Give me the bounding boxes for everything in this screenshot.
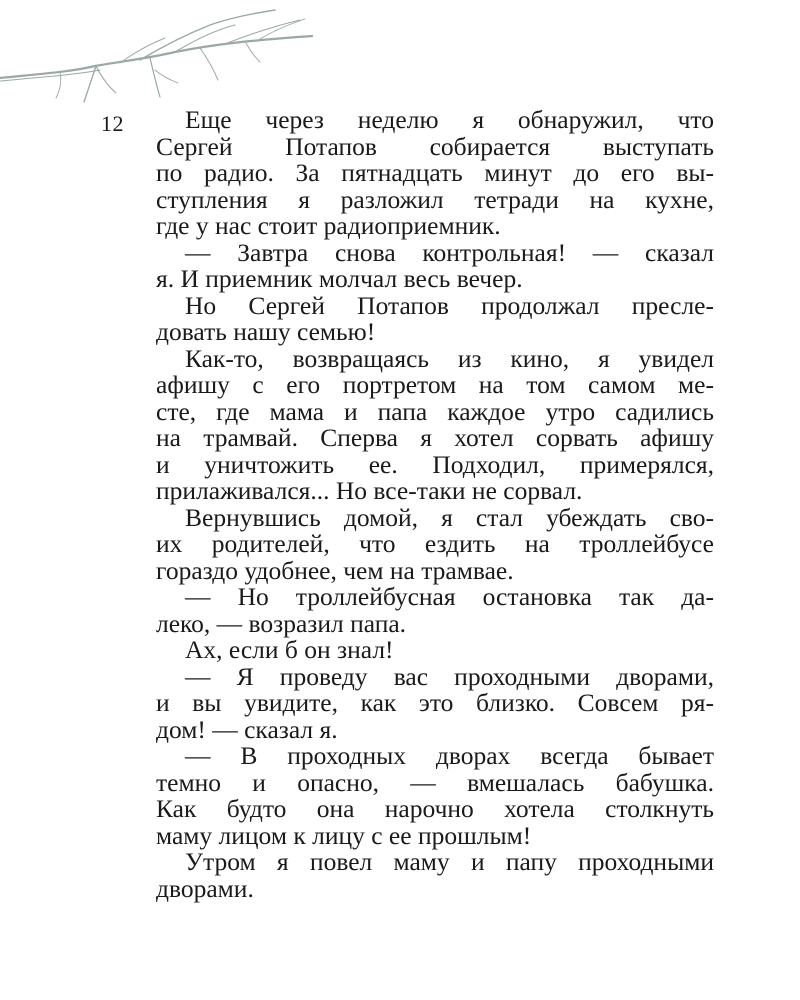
text-line: леко, — возразил папа.: [156, 608, 407, 638]
text-line: Еще через неделю я обнаружил, что: [185, 105, 714, 134]
text-line: по радио. За пятнадцать минут до его вы-: [156, 158, 714, 187]
text-line: — Но троллейбусная остановка так да-: [185, 582, 714, 611]
text-line: на трамвай. Сперва я хотел сорвать афишу: [156, 423, 714, 452]
text-line: гораздо удобнее, чем на трамвае.: [156, 555, 514, 585]
text-line: сте, где мама и папа каждое утро садились: [156, 396, 714, 426]
text-line: Утром я повел маму и папу проходными: [185, 847, 714, 876]
text-line: темно и опасно, — вмешалась бабушка.: [156, 767, 714, 797]
text-line: Сергей Потапов собирается выступать: [156, 131, 714, 161]
text-line: ступления я разложил тетради на кухне,: [156, 184, 714, 214]
text-line: где у нас стоит радиоприемник.: [156, 211, 501, 240]
text-line: прилаживался... Но все-таки не сорвал.: [156, 476, 583, 505]
page-number: 12: [101, 111, 124, 136]
text-line: дом! — сказал я.: [156, 714, 338, 744]
tree-branch-illustration: [0, 0, 330, 110]
text-line: маму лицом к лицу с ее прошлым!: [156, 820, 532, 850]
text-line: их родителей, что ездить на троллейбусе: [156, 529, 714, 558]
text-line: Вернувшись домой, я стал убеждать сво-: [185, 502, 714, 532]
text-line: — Я проведу вас проходными дворами,: [185, 661, 714, 691]
text-line: — Завтра снова контрольная! — сказал: [185, 237, 714, 267]
text-line: довать нашу семью!: [156, 317, 376, 346]
text-line: я. И приемник молчал весь вечер.: [156, 264, 523, 293]
text-line: Как будто она нарочно хотела столкнуть: [156, 794, 714, 823]
text-line: — В проходных дворах всегда бывает: [185, 741, 714, 770]
text-line: и вы увидите, как это близко. Совсем ря-: [156, 688, 714, 717]
text-line: Как-то, возвращаясь из кино, я увидел: [185, 343, 714, 373]
text-line: Ах, если б он знал!: [185, 635, 394, 664]
body-text: [156, 107, 714, 902]
text-line: афишу с его портретом на том самом ме-: [156, 370, 714, 399]
text-line: Но Сергей Потапов продолжал пресле-: [185, 290, 714, 320]
text-line: дворами.: [156, 873, 254, 903]
text-line: и уничтожить ее. Подходил, примерялся,: [156, 449, 714, 479]
